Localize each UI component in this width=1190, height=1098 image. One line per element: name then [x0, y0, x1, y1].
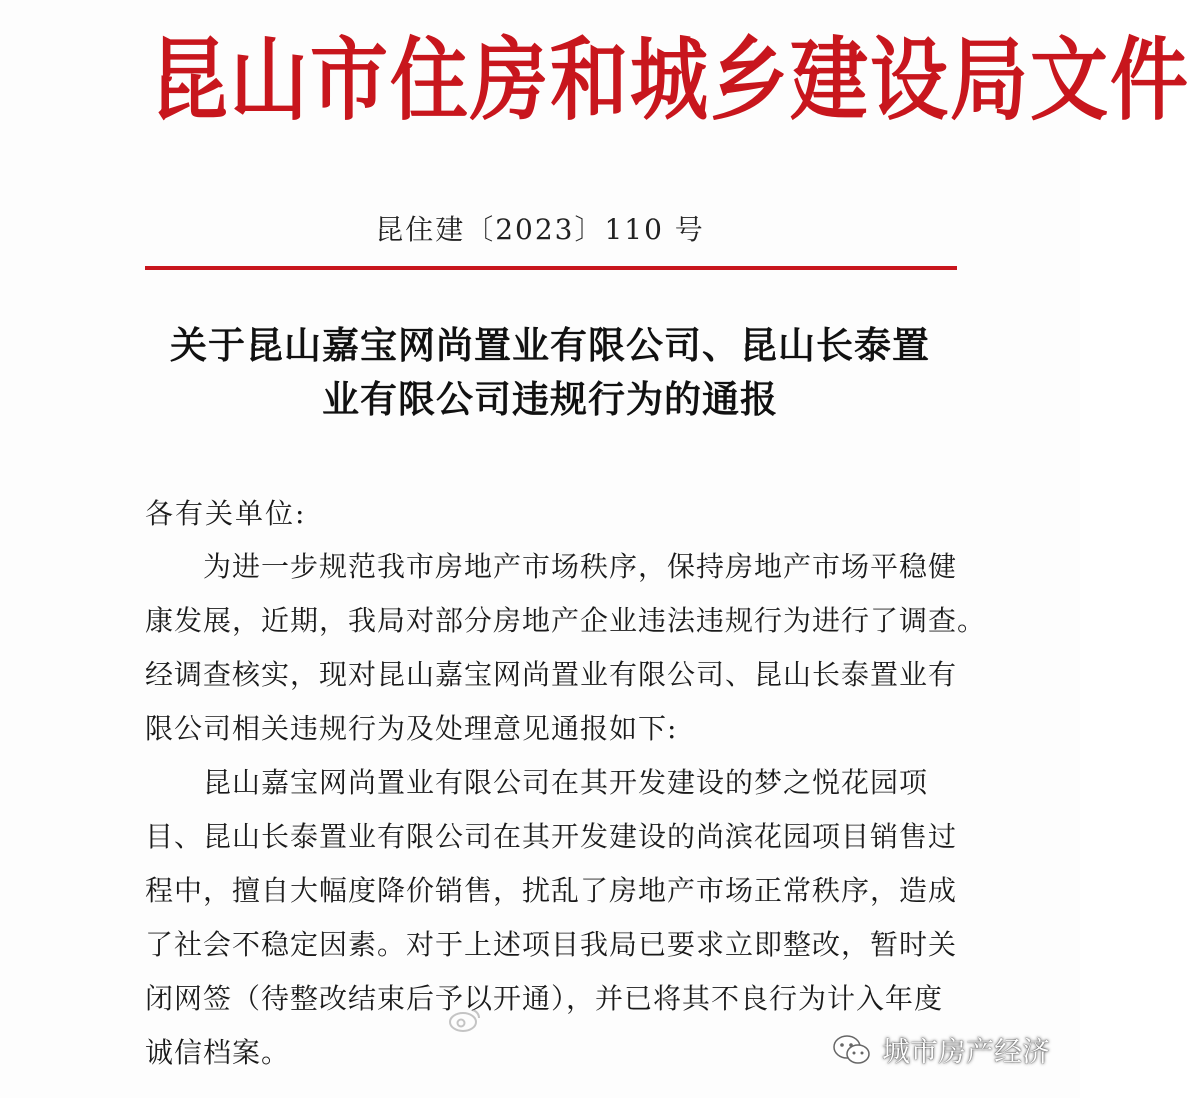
paragraph-line: 限公司相关违规行为及处理意见通报如下: — [145, 712, 678, 745]
document-number: 昆住建〔2023〕110 号 — [375, 213, 705, 246]
paragraph-line: 诚信档案。 — [145, 1036, 291, 1069]
paragraph-line: 为进一步规范我市房地产市场秩序，保持房地产市场平稳健 — [203, 550, 958, 583]
paragraph-line: 目、昆山长泰置业有限公司在其开发建设的尚滨花园项目销售过 — [145, 820, 958, 853]
salutation: 各有关单位: — [145, 497, 307, 530]
brand-name: 城市房产经济 — [881, 1035, 1050, 1068]
issuer-header: 昆山市住房和城乡建设局文件 — [150, 29, 1190, 133]
paragraph-line: 程中，擅自大幅度降价销售，扰乱了房地产市场正常秩序，造成 — [145, 874, 958, 907]
weibo-watermark — [448, 1006, 482, 1038]
wechat-icon — [832, 1033, 872, 1067]
paragraph-line: 昆山嘉宝网尚置业有限公司在其开发建设的梦之悦花园项 — [203, 766, 929, 799]
paragraph-line: 经调查核实，现对昆山嘉宝网尚置业有限公司、昆山长泰置业有 — [145, 658, 958, 691]
paragraph-line: 康发展，近期，我局对部分房地产企业违法违规行为进行了调查。 — [145, 604, 987, 637]
document-title — [130, 318, 970, 426]
paragraph-line: 闭网签（待整改结束后予以开通），并已将其不良行为计入年度 — [145, 982, 944, 1015]
red-divider-line — [145, 266, 957, 270]
weibo-icon — [448, 1006, 482, 1038]
paragraph-line: 了社会不稳定因素。对于上述项目我局已要求立即整改，暂时关 — [145, 928, 958, 961]
title-line-1: 关于昆山嘉宝网尚置业有限公司、昆山长泰置 — [170, 323, 930, 367]
title-line-2: 业有限公司违规行为的通报 — [322, 377, 778, 421]
footer-brand — [832, 1030, 1050, 1070]
paragraph-1 — [145, 540, 987, 756]
